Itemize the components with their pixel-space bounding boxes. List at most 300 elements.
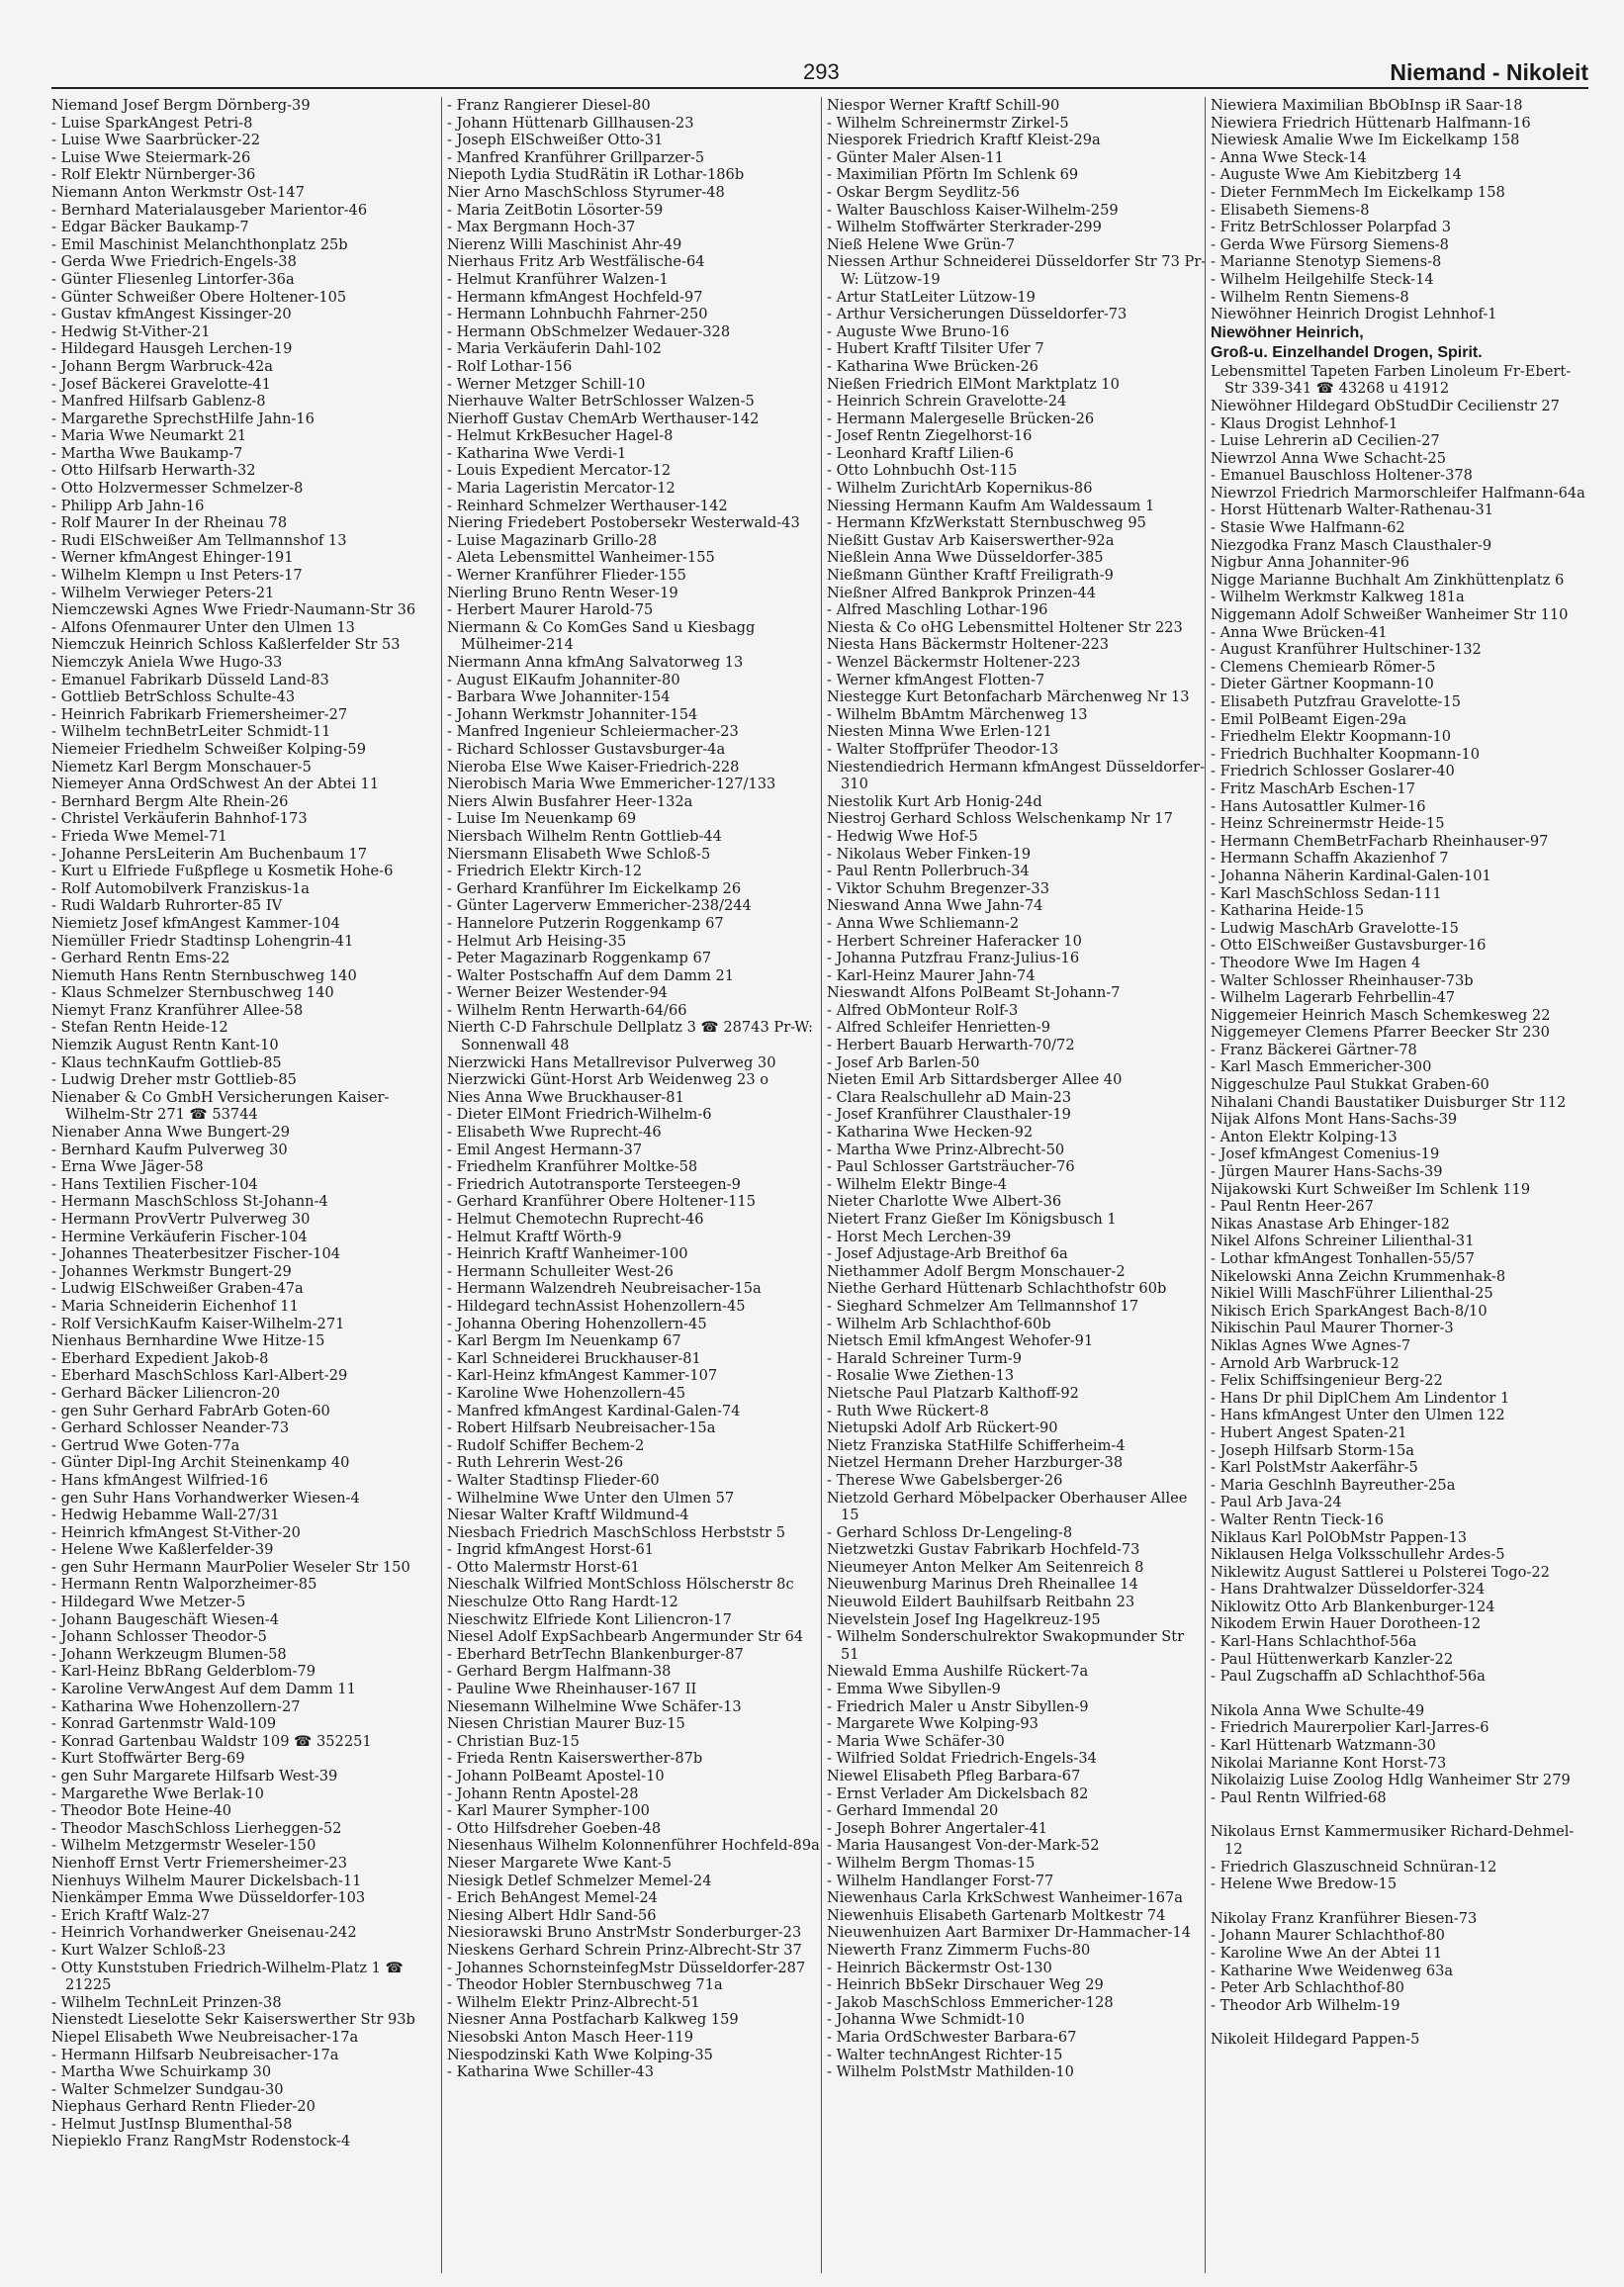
directory-entry: Niemeier Friedhelm Schweißer Kolping-59: [51, 740, 366, 758]
directory-entry: - Gertrud Wwe Goten-77a: [51, 1436, 240, 1454]
directory-entry: Nießner Alfred Bankprok Prinzen-44: [827, 584, 1097, 601]
directory-entry: - Frieda Wwe Memel-71: [51, 827, 227, 845]
directory-entry: - Hans kfmAngest Wilfried-16: [51, 1471, 269, 1489]
directory-entry: Nießlein Anna Wwe Düsseldorfer-385: [827, 549, 1104, 567]
directory-entry: - August ElKaufm Johanniter-80: [447, 671, 680, 688]
directory-entry: Nieswand Anna Wwe Jahn-74: [827, 897, 1043, 915]
directory-entry: Nietz Franziska StatHilfe Schifferheim-4: [827, 1436, 1126, 1454]
directory-entry: - Walter Schmelzer Sundgau-30: [51, 2080, 284, 2098]
directory-entry: - Wilhelm Arb Schlachthof-60b: [827, 1315, 1051, 1332]
directory-entry: - Wilhelm Handlanger Forst-77: [827, 1872, 1054, 1889]
directory-entry: - Johann Werkzeugm Blumen-58: [51, 1645, 287, 1663]
directory-entry: Nikolay Franz Kranführer Biesen-73: [1211, 1909, 1478, 1927]
directory-entry: - Wilhelm Rentn Herwarth-64/66: [447, 1001, 687, 1019]
directory-entry: - Otto Hilfsdreher Goeben-48: [447, 1819, 662, 1837]
directory-entry: - Alfons Ofenmaurer Unter den Ulmen 13: [51, 618, 355, 636]
directory-entry: - Katharina Wwe Hohenzollern-27: [51, 1697, 301, 1715]
directory-entry: - Luise Magazinarb Grillo-28: [447, 531, 658, 549]
directory-entry: - Hans Drahtwalzer Düsseldorfer-324: [1211, 1581, 1486, 1599]
directory-entry: - Manfred kfmAngest Kardinal-Galen-74: [447, 1402, 741, 1419]
directory-entry: - Johann Rentn Apostel-28: [447, 1784, 639, 1802]
directory-entry: - Jürgen Maurer Hans-Sachs-39: [1211, 1163, 1443, 1181]
directory-entry: - Walter Schlosser Rheinhauser-73b: [1211, 971, 1474, 989]
directory-entry: - Kurt u Elfriede Fußpflege u Kosmetik Hohe-6: [51, 863, 394, 880]
directory-entry: - Werner kfmAngest Flotten-7: [827, 671, 1045, 688]
directory-entry: Niessing Hermann Kaufm Am Waldessaum 1: [827, 497, 1155, 514]
directory-entry: - Luise SparkAngest Petri-8: [51, 114, 253, 132]
directory-entry: - Hermann ChemBetrFacharb Rheinhauser-97: [1211, 832, 1549, 850]
directory-entry: - Ludwig Dreher mstr Gottlieb-85: [51, 1071, 297, 1089]
directory-entry: - Gerhard Bergm Halfmann-38: [447, 1663, 672, 1681]
directory-entry: - Gerhard Bäcker Liliencron-20: [51, 1384, 281, 1402]
directory-entry: Nikolaizig Luise Zoolog Hdlg Wanheimer Str 279: [1211, 1772, 1571, 1789]
directory-entry: - Günter Fliesenleg Lintorfer-36a: [51, 270, 295, 288]
directory-entry: - Hermann Lohnbuchh Fahrner-250: [447, 306, 708, 323]
directory-entry: - Gerhard Schlosser Neander-73: [51, 1419, 290, 1437]
directory-entry: - Gerda Wwe Friedrich-Engels-38: [51, 253, 297, 271]
column-divider: [441, 97, 442, 2273]
directory-entry: Niklausen Helga Volksschullehr Ardes-5: [1211, 1546, 1505, 1564]
directory-entry: Niklaus Karl PolObMstr Pappen-13: [1211, 1528, 1468, 1546]
entry-spacer: [1211, 1686, 1590, 1702]
directory-entry: Niewiera Friedrich Hüttenarb Halfmann-16: [1211, 114, 1531, 132]
directory-entry: - Luise Lehrerin aD Cecilien-27: [1211, 432, 1440, 450]
directory-entry: - Hildegard technAssist Hohenzollern-45: [447, 1297, 746, 1315]
directory-entry: Niemann Anton Werkmstr Ost-147: [51, 183, 305, 201]
directory-entry: - Erna Wwe Jäger-58: [51, 1158, 204, 1176]
directory-entry: - Hermann Rentn Walporzheimer-85: [51, 1576, 317, 1594]
directory-entry: - Wilhelm PolstMstr Mathilden-10: [827, 2063, 1074, 2081]
directory-entry: Niewöhner Heinrich Drogist Lehnhof-1: [1211, 306, 1497, 323]
directory-entry: - Katharina Heide-15: [1211, 902, 1365, 920]
directory-entry: Niesiorawski Bruno AnstrMstr Sonderburger-23: [447, 1924, 802, 1942]
directory-entry: Nieter Charlotte Wwe Albert-36: [827, 1193, 1062, 1211]
directory-entry: Nieuwold Eildert Bauhilfsarb Reitbahn 23: [827, 1594, 1135, 1611]
directory-entry: Niggemeier Heinrich Masch Schemkesweg 22: [1211, 1006, 1551, 1024]
directory-entry: - Wilhelm Heilgehilfe Steck-14: [1211, 270, 1434, 288]
directory-entry: - Johann Schlosser Theodor-5: [51, 1628, 267, 1646]
directory-entry: - Hermann MaschSchloss St-Johann-4: [51, 1193, 328, 1211]
directory-entry: - Franz Bäckerei Gärtner-78: [1211, 1041, 1417, 1058]
directory-entry: Nieschwitz Elfriede Kont Liliencron-17: [447, 1610, 732, 1628]
directory-entry: Niersmann Elisabeth Wwe Schloß-5: [447, 845, 711, 863]
directory-entry: - Hubert Angest Spaten-21: [1211, 1423, 1407, 1441]
directory-entry: - Karl MaschSchloss Sedan-111: [1211, 884, 1442, 902]
directory-entry: Nieten Emil Arb Sittardsberger Allee 40: [827, 1071, 1123, 1089]
directory-entry: - Karl-Heinz Maurer Jahn-74: [827, 966, 1036, 984]
directory-entry: - Wilhelm Rentn Siemens-8: [1211, 288, 1409, 306]
column-divider: [1205, 97, 1206, 2273]
directory-entry: - Günter Dipl-Ing Archit Steinenkamp 40: [51, 1454, 350, 1472]
directory-entry: - Anton Elektr Kolping-13: [1211, 1128, 1398, 1145]
directory-entry: - Friedhelm Elektr Koopmann-10: [1211, 728, 1452, 746]
directory-entry: - Wilfried Soldat Friedrich-Engels-34: [827, 1750, 1097, 1768]
directory-entry: - Joseph Hilfsarb Storm-15a: [1211, 1441, 1414, 1459]
directory-entry: - Hermann ObSchmelzer Wedauer-328: [447, 322, 731, 340]
directory-entry: - Johann PolBeamt Apostel-10: [447, 1768, 665, 1784]
directory-entry: - Emanuel Bauschloss Holtener-378: [1211, 467, 1473, 485]
directory-entry: Nies Anna Wwe Bruckhauser-81: [447, 1088, 684, 1106]
directory-entry: - Werner Metzger Schill-10: [447, 375, 646, 393]
directory-entry: - Wilhelm Metzgermstr Weseler-150: [51, 1837, 316, 1855]
directory-entry: - Stefan Rentn Heide-12: [51, 1019, 228, 1037]
directory-entry: - Heinrich Bäckermstr Ost-130: [827, 1959, 1052, 1976]
directory-entry: - Friedrich Buchhalter Koopmann-10: [1211, 745, 1481, 763]
directory-entry: - Christian Buz-15: [447, 1732, 580, 1750]
directory-entry: Nierobisch Maria Wwe Emmericher-127/133: [447, 776, 776, 793]
directory-entry: - Ruth Wwe Rückert-8: [827, 1402, 989, 1419]
directory-entry: Nierhoff Gustav ChemArb Werthauser-142: [447, 410, 760, 427]
directory-entry: - Josef Rentn Ziegelhorst-16: [827, 427, 1033, 445]
directory-entry: - Rolf Lothar-156: [447, 357, 573, 375]
directory-entry: Niesner Anna Postfacharb Kalkweg 159: [447, 2011, 739, 2029]
directory-entry: - Margarethe Wwe Berlak-10: [51, 1784, 264, 1802]
directory-entry: - Karl Bergm Im Neuenkamp 67: [447, 1332, 681, 1350]
directory-entry: - Paul Rentn Heer-267: [1211, 1198, 1374, 1216]
directory-entry: - Josef Arb Barlen-50: [827, 1053, 980, 1071]
directory-entry: - Maria Wwe Schäfer-30: [827, 1732, 1005, 1750]
column-2: [447, 97, 827, 2273]
directory-entry: Nievelstein Josef Ing Hagelkreuz-195: [827, 1610, 1101, 1628]
directory-entry: Nieschulze Otto Rang Hardt-12: [447, 1594, 678, 1611]
directory-entry: Nikas Anastase Arb Ehinger-182: [1211, 1215, 1450, 1233]
directory-entry: Niemuth Hans Rentn Sternbuschweg 140: [51, 966, 357, 984]
directory-entry: Nieumeyer Anton Melker Am Seitenreich 8: [827, 1558, 1144, 1576]
directory-entry: - Rudolf Schiffer Bechem-2: [447, 1436, 645, 1454]
directory-entry: - Johanna Putzfrau Franz-Julius-16: [827, 950, 1080, 967]
directory-entry: - Gerhard Rentn Ems-22: [51, 950, 230, 967]
directory-entry: - Paul Rentn Wilfried-68: [1211, 1788, 1387, 1806]
directory-entry: - August Kranführer Hultschiner-132: [1211, 641, 1482, 659]
directory-entry: - Wilhelm Schreinermstr Zirkel-5: [827, 114, 1069, 132]
directory-entry: - Felix Schiffsingenieur Berg-22: [1211, 1372, 1443, 1390]
directory-entry: - Ludwig MaschArb Gravelotte-15: [1211, 919, 1459, 937]
directory-entry: Niesemann Wilhelmine Wwe Schäfer-13: [447, 1697, 742, 1715]
directory-entry: Niklowitz Otto Arb Blankenburger-124: [1211, 1598, 1495, 1615]
directory-entry: - Rosalie Wwe Ziethen-13: [827, 1367, 1015, 1385]
directory-entry: - Johannes Theaterbesitzer Fischer-104: [51, 1245, 341, 1263]
directory-entry: - Elisabeth Putzfrau Gravelotte-15: [1211, 693, 1462, 710]
directory-entry: - Joseph Bohrer Angertaler-41: [827, 1819, 1048, 1837]
directory-entry: - Bernhard Materialausgeber Marientor-46: [51, 201, 368, 219]
directory-entry: - Edgar Bäcker Baukamp-7: [51, 219, 249, 236]
directory-entry: - Clara Realschullehr aD Main-23: [827, 1088, 1072, 1106]
directory-entry: - Maria Wwe Neumarkt 21: [51, 427, 247, 445]
directory-entry: - Fritz BetrSchlosser Polarpfad 3: [1211, 219, 1452, 236]
directory-entry: Nietzel Hermann Dreher Harzburger-38: [827, 1454, 1124, 1472]
directory-entry: Niessen Arthur Schneiderei Düsseldorfer Str 73 Pr-W: Lützow-19: [827, 253, 1207, 288]
directory-entry: Nieser Margarete Wwe Kant-5: [447, 1854, 673, 1872]
directory-entry: Niemyt Franz Kranführer Allee-58: [51, 1001, 304, 1019]
directory-entry: - Theodor MaschSchloss Lierheggen-52: [51, 1819, 342, 1837]
directory-entry: - Katharine Wwe Weidenweg 63a: [1211, 1962, 1454, 1979]
directory-entry: - Paul Rentn Pollerbruch-34: [827, 863, 1030, 880]
directory-entry: - Werner Kranführer Flieder-155: [447, 567, 686, 585]
directory-entry: - Josef Adjustage-Arb Breithof 6a: [827, 1245, 1068, 1263]
directory-entry: - Alfred ObMonteur Rolf-3: [827, 1001, 1019, 1019]
column-4: [1211, 97, 1590, 2273]
directory-entry: - Theodor Bote Heine-40: [51, 1802, 232, 1820]
directory-entry: - Helmut Kranführer Walzen-1: [447, 270, 669, 288]
directory-entry: Nikolaus Ernst Kammermusiker Richard-Dehmel-12: [1211, 1823, 1575, 1858]
directory-entry: - Paul Schlosser Gartsträucher-76: [827, 1158, 1075, 1176]
directory-entry: Niggemann Adolf Schweißer Wanheimer Str 110: [1211, 606, 1569, 624]
directory-entry: - Klaus technKaufm Gottlieb-85: [51, 1053, 282, 1071]
directory-entry: - Wilhelm TechnLeit Prinzen-38: [51, 1993, 282, 2011]
directory-entry: - Hubert Kraftf Tilsiter Ufer 7: [827, 340, 1044, 358]
directory-entry: Nikischin Paul Maurer Thorner-3: [1211, 1320, 1454, 1337]
directory-entry: - Philipp Arb Jahn-16: [51, 497, 205, 514]
directory-entry: - Heinrich Kraftf Wanheimer-100: [447, 1245, 688, 1263]
directory-entry: Nigge Marianne Buchhalt Am Zinkhüttenplatz 6: [1211, 571, 1565, 589]
directory-entry: - Johanne PersLeiterin Am Buchenbaum 17: [51, 845, 368, 863]
directory-entry: Nikodem Erwin Hauer Dorotheen-12: [1211, 1615, 1482, 1633]
directory-entry: - Helene Wwe Bredow-15: [1211, 1875, 1398, 1893]
directory-entry: - Emil Angest Hermann-37: [447, 1141, 643, 1158]
entry-spacer: [1211, 1893, 1590, 1910]
directory-entry: Niesing Albert Hdlr Sand-56: [447, 1906, 657, 1924]
directory-entry: - Johanna Obering Hohenzollern-45: [447, 1315, 707, 1332]
directory-entry: - Wenzel Bäckermstr Holtener-223: [827, 654, 1081, 671]
directory-entry: - Max Bergmann Hoch-37: [447, 219, 636, 236]
directory-entry: - Christel Verkäuferin Bahnhof-173: [51, 810, 308, 828]
directory-entry: - Hedwig St-Vither-21: [51, 322, 211, 340]
directory-entry: - Elisabeth Wwe Ruprecht-46: [447, 1124, 662, 1142]
entry-spacer: [1211, 1806, 1590, 1823]
directory-entry: - Hermann kfmAngest Hochfeld-97: [447, 288, 703, 306]
directory-entry: - Helmut JustInsp Blumenthal-58: [51, 2115, 293, 2133]
directory-entry: - Helmut Kraftf Wörth-9: [447, 1228, 622, 1245]
directory-entry: - Otto Holzvermesser Schmelzer-8: [51, 480, 304, 498]
directory-entry: - Marianne Stenotyp Siemens-8: [1211, 253, 1442, 271]
directory-entry: Niestendiedrich Hermann kfmAngest Düsseldorfer-310: [827, 758, 1206, 793]
directory-entry: - Emanuel Fabrikarb Düsseld Land-83: [51, 671, 329, 688]
directory-entry: Niethe Gerhard Hüttenarb Schlachthofstr 60b: [827, 1280, 1167, 1298]
directory-entry: - Theodor Arb Wilhelm-19: [1211, 1996, 1400, 2014]
directory-entry: - Otto ElSchweißer Gustavsburger-16: [1211, 937, 1487, 955]
directory-entry: Niermann Anna kfmAng Salvatorweg 13: [447, 654, 744, 671]
directory-entry: - Arthur Versicherungen Düsseldorfer-73: [827, 306, 1128, 323]
directory-entry: - Fritz MaschArb Eschen-17: [1211, 779, 1415, 797]
directory-entry: - Karl Hüttenarb Watzmann-30: [1211, 1737, 1436, 1755]
directory-entry: Nierhaus Fritz Arb Westfälische-64: [447, 253, 705, 271]
directory-entry: - Hermine Verkäuferin Fischer-104: [51, 1228, 308, 1245]
directory-entry: Lebensmittel Tapeten Farben Linoleum Fr-Ebert-Str 339-341 ☎ 43268 u 41912: [1211, 362, 1572, 398]
directory-entry: Nikola Anna Wwe Schulte-49: [1211, 1701, 1425, 1719]
display-entry: Niewöhner Heinrich,: [1211, 323, 1364, 341]
directory-entry: - Martha Wwe Baukamp-7: [51, 444, 243, 462]
directory-entry: Niewiera Maximilian BbObInsp iR Saar-18: [1211, 97, 1523, 114]
directory-entry: Niephaus Gerhard Rentn Flieder-20: [51, 2098, 316, 2116]
directory-entry: - Gerhard Immendal 20: [827, 1802, 999, 1820]
directory-entry: Nietsche Paul Platzarb Kalthoff-92: [827, 1384, 1079, 1402]
directory-entry: Niesen Christian Maurer Buz-15: [447, 1715, 685, 1733]
directory-entry: Niemand Josef Bergm Dörnberg-39: [51, 97, 311, 114]
directory-entry: - Paul Hüttenwerkarb Kanzler-22: [1211, 1650, 1454, 1668]
directory-entry: - Johann Maurer Schlachthof-80: [1211, 1927, 1445, 1945]
directory-entry: - Karl-Hans Schlachthof-56a: [1211, 1633, 1417, 1651]
directory-entry: - Maria Schneiderin Eichenhof 11: [51, 1297, 299, 1315]
directory-entry: - Walter Rentn Tieck-16: [1211, 1510, 1385, 1528]
directory-entry: - Heinrich BbSekr Dirschauer Weg 29: [827, 1976, 1104, 1994]
directory-entry: Niespor Werner Kraftf Schill-90: [827, 97, 1060, 114]
directory-entry: Niesobski Anton Masch Heer-119: [447, 2028, 694, 2046]
directory-entry: - Otto Lohnbuchh Ost-115: [827, 462, 1018, 480]
directory-entry: - Wilhelm Stoffwärter Sterkrader-299: [827, 219, 1102, 236]
directory-entry: - Paul Arb Java-24: [1211, 1494, 1342, 1511]
directory-entry: Nießmann Günther Kraftf Freiligrath-9: [827, 567, 1114, 585]
directory-entry: - Rolf Automobilverk Franziskus-1a: [51, 879, 310, 897]
directory-entry: - Johann Baugeschäft Wiesen-4: [51, 1610, 280, 1628]
directory-entry: Nienkämper Emma Wwe Düsseldorfer-103: [51, 1889, 366, 1907]
directory-entry: - Josef Bäckerei Gravelotte-41: [51, 375, 271, 393]
directory-entry: - Ludwig ElSchweißer Graben-47a: [51, 1280, 304, 1298]
directory-entry: - Karl PolstMstr Aakerfähr-5: [1211, 1459, 1418, 1477]
directory-entry: - Karl-Heinz kfmAngest Kammer-107: [447, 1367, 718, 1385]
directory-entry: Niemczuk Heinrich Schloss Kaßlerfelder Str 53: [51, 636, 401, 654]
directory-entry: Nietupski Adolf Arb Rückert-90: [827, 1419, 1058, 1437]
directory-entry: - Theodor Hobler Sternbuschweg 71a: [447, 1976, 723, 1994]
directory-entry: Niestolik Kurt Arb Honig-24d: [827, 792, 1042, 810]
directory-entry: - Ingrid kfmAngest Horst-61: [447, 1541, 655, 1559]
directory-entry: - Wilhelm Werkmstr Kalkweg 181a: [1211, 589, 1465, 606]
directory-entry: - Josef Kranführer Clausthaler-19: [827, 1106, 1071, 1124]
directory-entry: Niewiesk Amalie Wwe Im Eickelkamp 158: [1211, 132, 1520, 149]
directory-entry: - Emil Maschinist Melanchthonplatz 25b: [51, 235, 348, 253]
directory-entry: - Hildegard Hausgeh Lerchen-19: [51, 340, 293, 358]
directory-entry: - Walter technAngest Richter-15: [827, 2046, 1063, 2063]
directory-entry: - Helmut Chemotechn Ruprecht-46: [447, 1211, 704, 1228]
directory-entry: - Friedhelm Kranführer Moltke-58: [447, 1158, 698, 1176]
directory-entry: Nihalani Chandi Baustatiker Duisburger Str 112: [1211, 1093, 1567, 1111]
directory-entry: Niewenhuis Elisabeth Gartenarb Moltkestr 74: [827, 1906, 1166, 1924]
directory-entry: - Manfred Kranführer Grillparzer-5: [447, 148, 705, 166]
directory-entry: - gen Suhr Margarete Hilfsarb West-39: [51, 1768, 338, 1784]
directory-entry: - Nikolaus Weber Finken-19: [827, 845, 1032, 863]
directory-entry: Niewrzol Friedrich Marmorschleifer Halfmann-64a: [1211, 484, 1585, 502]
directory-entry: Nietzwetzki Gustav Fabrikarb Hochfeld-73: [827, 1541, 1140, 1559]
directory-entry: Nijak Alfons Mont Hans-Sachs-39: [1211, 1111, 1458, 1129]
directory-entry: Niklewitz August Sattlerei u Polsterei Togo-22: [1211, 1563, 1550, 1581]
directory-entry: - Wilhelm Verwieger Peters-21: [51, 584, 275, 601]
directory-entry: - Joseph ElSchweißer Otto-31: [447, 132, 664, 149]
directory-entry: Niklas Agnes Wwe Agnes-7: [1211, 1336, 1411, 1354]
directory-entry: Nieswandt Alfons PolBeamt St-Johann-7: [827, 984, 1121, 1002]
directory-entry: Nikiel Willi MaschFührer Lilienthal-25: [1211, 1285, 1493, 1303]
directory-entry: Niers Alwin Busfahrer Heer-132a: [447, 792, 693, 810]
directory-entry: Niesel Adolf ExpSachbearb Angermunder Str 64: [447, 1628, 804, 1646]
directory-entry: - Martha Wwe Schuirkamp 30: [51, 2063, 272, 2081]
directory-entry: - Wilhelm Bergm Thomas-15: [827, 1854, 1036, 1872]
directory-entry: Niesigk Detlef Schmelzer Memel-24: [447, 1872, 712, 1889]
page-header: [51, 59, 1588, 89]
directory-entry: - Werner kfmAngest Ehinger-191: [51, 549, 294, 567]
directory-entry: Nierling Bruno Rentn Weser-19: [447, 584, 678, 601]
directory-entry: - Günter Schweißer Obere Holtener-105: [51, 288, 347, 306]
column-3: [827, 97, 1207, 2273]
directory-entry: - Anna Wwe Schliemann-2: [827, 914, 1020, 932]
directory-entry: - Friedrich Maurerpolier Karl-Jarres-6: [1211, 1719, 1489, 1737]
directory-entry: Niemetz Karl Bergm Monschauer-5: [51, 758, 312, 776]
directory-entry: - Clemens Chemiearb Römer-5: [1211, 658, 1436, 676]
header-rule: [51, 87, 1588, 89]
directory-entry: - Rolf Elektr Nürnberger-36: [51, 166, 256, 184]
directory-entry: - Walter Stoffprüfer Theodor-13: [827, 740, 1059, 758]
directory-entry: - Hermann Hilfsarb Neubreisacher-17a: [51, 2046, 339, 2063]
directory-entry: - Wilhelm Lagerarb Fehrbellin-47: [1211, 989, 1456, 1007]
directory-entry: - Aleta Lebensmittel Wanheimer-155: [447, 549, 715, 567]
directory-entry: - Eberhard BetrTechn Blankenburger-87: [447, 1645, 744, 1663]
directory-entry: - Alfred Maschling Lothar-196: [827, 601, 1048, 619]
directory-entry: Nikel Alfons Schreiner Lilienthal-31: [1211, 1233, 1475, 1250]
directory-entry: - Frieda Rentn Kaiserswerther-87b: [447, 1750, 703, 1768]
directory-entry: - gen Suhr Hermann MaurPolier Weseler Str 150: [51, 1558, 410, 1576]
directory-entry: Nikisch Erich SparkAngest Bach-8/10: [1211, 1302, 1488, 1320]
directory-entry: - Martha Wwe Prinz-Albrecht-50: [827, 1141, 1065, 1158]
directory-entry: Nienaber Anna Wwe Bungert-29: [51, 1124, 291, 1142]
directory-entry: - Kurt Stoffwärter Berg-69: [51, 1750, 245, 1768]
directory-entry: Nießitt Gustav Arb Kaiserswerther-92a: [827, 531, 1115, 549]
directory-entry: - Jakob MaschSchloss Emmericher-128: [827, 1993, 1114, 2011]
directory-entry: - Walter Bauschloss Kaiser-Wilhelm-259: [827, 201, 1119, 219]
directory-entry: - Karl Schneiderei Bruckhauser-81: [447, 1349, 701, 1367]
directory-entry: - Johanna Wwe Schmidt-10: [827, 2011, 1025, 2029]
directory-entry: - gen Suhr Hans Vorhandwerker Wiesen-4: [51, 1489, 360, 1507]
directory-entry: - Helmut Arb Heising-35: [447, 932, 627, 950]
directory-entry: - Peter Magazinarb Roggenkamp 67: [447, 950, 712, 967]
directory-entry: - Herbert Schreiner Haferacker 10: [827, 932, 1082, 950]
display-entry: Groß-u. Einzelhandel Drogen, Spirit.: [1211, 343, 1483, 361]
directory-entry: - Maria OrdSchwester Barbara-67: [827, 2028, 1077, 2046]
directory-entry: - Anna Wwe Steck-14: [1211, 148, 1367, 166]
directory-entry: - Rudi Waldarb Ruhrorter-85 IV: [51, 897, 283, 915]
directory-entry: - Johanna Näherin Kardinal-Galen-101: [1211, 867, 1491, 884]
directory-entry: - Hermann KfzWerkstatt Sternbuschweg 95: [827, 514, 1146, 532]
directory-entry: Nijakowski Kurt Schweißer Im Schlenk 119: [1211, 1180, 1531, 1198]
directory-entry: Niesta Hans Bäckermstr Holtener-223: [827, 636, 1110, 654]
directory-entry: Nietsch Emil kfmAngest Wehofer-91: [827, 1332, 1094, 1350]
directory-entry: - Helmut KrkBesucher Hagel-8: [447, 427, 674, 445]
directory-entry: Niersbach Wilhelm Rentn Gottlieb-44: [447, 827, 722, 845]
directory-entry: - Bernhard Bergm Alte Rhein-26: [51, 792, 289, 810]
directory-entry: - Friedrich Schlosser Goslarer-40: [1211, 763, 1455, 780]
directory-entry: - Otto Hilfsarb Herwarth-32: [51, 462, 256, 480]
directory-entry: - Maria Geschlnh Bayreuther-25a: [1211, 1476, 1456, 1494]
directory-entry: Niestegge Kurt Betonfacharb Märchenweg Nr 13: [827, 688, 1190, 706]
directory-entry: Nießen Friedrich ElMont Marktplatz 10: [827, 375, 1120, 393]
directory-entry: - Wilhelm ZurichtArb Kopernikus-86: [827, 480, 1093, 498]
directory-entry: - Katharina Wwe Brücken-26: [827, 357, 1038, 375]
directory-entry: - Gerhard Kranführer Obere Holtener-115: [447, 1193, 756, 1211]
directory-entry: - Kurt Walzer Schloß-23: [51, 1941, 226, 1959]
directory-entry: Nierzwicki Hans Metallrevisor Pulverweg 30: [447, 1053, 776, 1071]
directory-entry: Niezgodka Franz Masch Clausthaler-9: [1211, 536, 1492, 554]
directory-entry: - Manfred Ingenieur Schleiermacher-23: [447, 723, 739, 741]
directory-entry: Niermann & Co KomGes Sand u Kiesbagg Mülheimer-214: [447, 618, 756, 654]
directory-entry: Nierth C-D Fahrschule Dellplatz 3 ☎ 28743 Pr-W: Sonnenwall 48: [447, 1019, 813, 1054]
directory-entry: - Friedrich Autotransporte Tersteegen-9: [447, 1175, 741, 1193]
directory-entry: - Manfred Hilfsarb Gablenz-8: [51, 393, 266, 411]
directory-entry: Nierenz Willi Maschinist Ahr-49: [447, 235, 682, 253]
directory-entry: - Maria Verkäuferin Dahl-102: [447, 340, 662, 358]
directory-entry: - Dieter Gärtner Koopmann-10: [1211, 676, 1434, 693]
directory-entry: - Ruth Lehrerin West-26: [447, 1454, 624, 1472]
directory-entry: Niemüller Friedr Stadtinsp Lohengrin-41: [51, 932, 354, 950]
directory-entry: - Elisabeth Siemens-8: [1211, 201, 1370, 219]
directory-entry: - Johann Bergm Warbruck-42a: [51, 357, 273, 375]
directory-entry: - Johannes Werkmstr Bungert-29: [51, 1262, 292, 1280]
directory-entry: - Klaus Schmelzer Sternbuschweg 140: [51, 984, 334, 1002]
